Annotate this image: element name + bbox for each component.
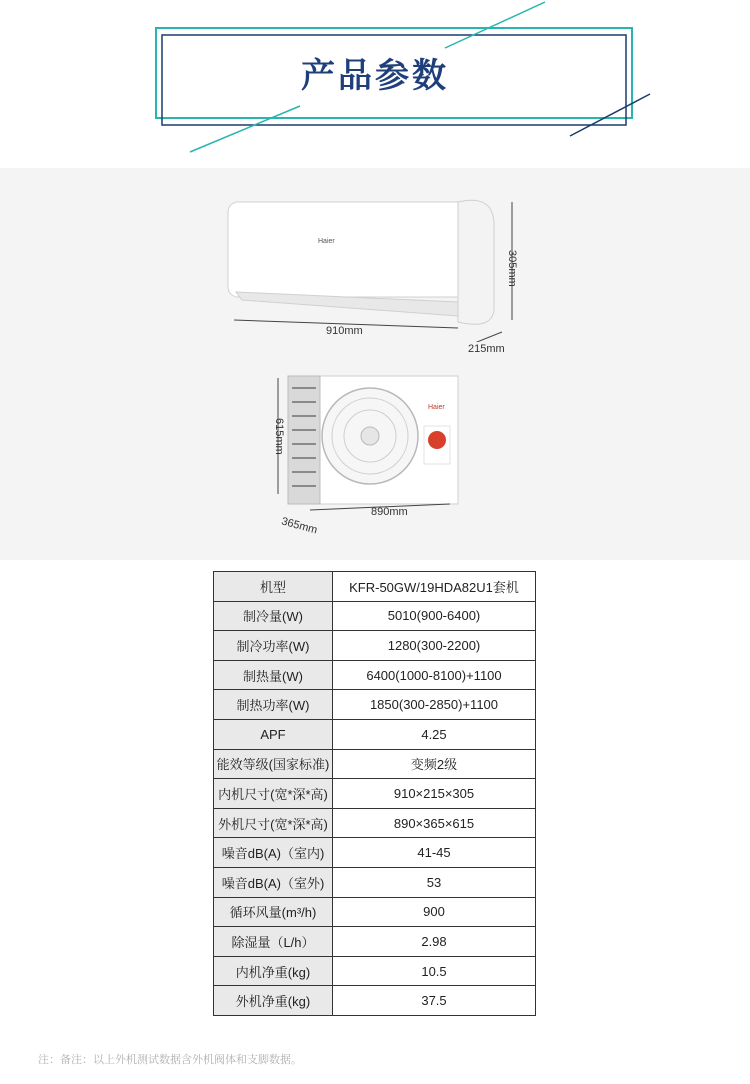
spec-label: 制冷功率(W) [214, 631, 333, 661]
table-row [214, 927, 536, 957]
table-row [214, 867, 536, 897]
spec-value: 10.5 [333, 956, 536, 986]
spec-value: 5010(900-6400) [333, 601, 536, 631]
indoor-brand-logo: Haier [318, 238, 335, 245]
indoor-height-label: 305mm [506, 250, 518, 287]
outdoor-width-label: 890mm [371, 506, 408, 518]
table-row [214, 838, 536, 868]
indoor-unit-image [222, 192, 522, 346]
indoor-depth-label: 215mm [468, 343, 505, 355]
page-title: 产品参数 [301, 56, 449, 96]
spec-value: 900 [333, 897, 536, 927]
spec-value: 1850(300-2850)+1100 [333, 690, 536, 720]
spec-value: 910×215×305 [333, 779, 536, 809]
spec-value: 2.98 [333, 927, 536, 957]
spec-label: 内机净重(kg) [214, 956, 333, 986]
table-row [214, 719, 536, 749]
outdoor-brand-logo: Haier [428, 404, 445, 411]
spec-label: 能效等级(国家标准) [214, 749, 333, 779]
table-row [214, 897, 536, 927]
spec-value: 6400(1000-8100)+1100 [333, 660, 536, 690]
footnote: 注：备注：以上外机测试数据含外机阀体和支脚数据。 [38, 1054, 302, 1066]
table-row [214, 749, 536, 779]
spec-label: 循环风量(m³/h) [214, 897, 333, 927]
accent-line-top [445, 2, 545, 48]
table-row [214, 986, 536, 1016]
spec-value: 变频2级 [333, 749, 536, 779]
spec-label: 噪音dB(A)（室内) [214, 838, 333, 868]
outdoor-depth-label: 365mm [280, 515, 319, 537]
table-row [214, 631, 536, 661]
table-row [214, 601, 536, 631]
accent-line-bottom [190, 106, 300, 152]
table-row [214, 572, 536, 602]
accent-line-right [570, 94, 650, 136]
outdoor-height-label: 615mm [273, 418, 285, 455]
spec-label: 除湿量（L/h） [214, 927, 333, 957]
spec-table [213, 571, 536, 1016]
table-row [214, 956, 536, 986]
spec-value: 890×365×615 [333, 808, 536, 838]
table-row [214, 660, 536, 690]
spec-label: 制冷量(W) [214, 601, 333, 631]
spec-label: 噪音dB(A)（室外) [214, 867, 333, 897]
spec-label: 制热功率(W) [214, 690, 333, 720]
spec-value: 1280(300-2200) [333, 631, 536, 661]
indoor-width-label: 910mm [326, 325, 363, 337]
table-row [214, 690, 536, 720]
spec-label: 制热量(W) [214, 660, 333, 690]
spec-value: 37.5 [333, 986, 536, 1016]
table-row [214, 779, 536, 809]
header-banner [0, 0, 750, 160]
spec-label: 内机尺寸(宽*深*高) [214, 779, 333, 809]
spec-label: 外机尺寸(宽*深*高) [214, 808, 333, 838]
spec-label: 机型 [214, 572, 333, 602]
spec-label: 外机净重(kg) [214, 986, 333, 1016]
spec-value: KFR-50GW/19HDA82U1套机 [333, 572, 536, 602]
spec-value: 53 [333, 867, 536, 897]
outdoor-unit-image [270, 370, 470, 524]
spec-label: APF [214, 719, 333, 749]
spec-value: 41-45 [333, 838, 536, 868]
table-row [214, 808, 536, 838]
spec-value: 4.25 [333, 719, 536, 749]
